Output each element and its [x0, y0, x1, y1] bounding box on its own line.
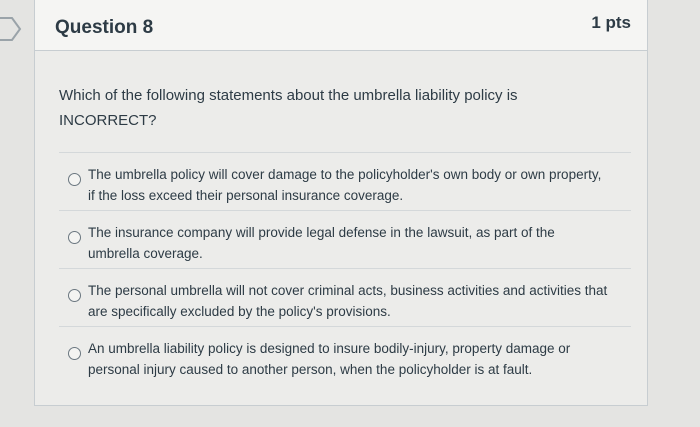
radio-button[interactable] [68, 173, 81, 186]
question-points: 1 pts [591, 13, 631, 32]
answer-label[interactable]: The insurance company will provide legal defense in the lawsuit, as part of the umbrella coverage. [88, 225, 555, 261]
answer-label[interactable]: The umbrella policy will cover damage to the policyholder's own body or own property, if the loss exceed their personal insurance coverage. [88, 167, 602, 203]
radio-button[interactable] [68, 231, 81, 244]
answer-list [59, 152, 631, 384]
radio-button[interactable] [68, 347, 81, 360]
answer-label[interactable]: An umbrella liability policy is designed to insure bodily-injury, property damage or personal injury caused to another person, when the policyholder is at fault. [88, 341, 571, 377]
answer-option-1[interactable] [59, 153, 631, 210]
question-text: Which of the following statements about the umbrella liability policy is INCORRECT? [59, 87, 518, 129]
answer-option-3[interactable] [59, 269, 631, 326]
question-card [34, 0, 648, 406]
radio-button[interactable] [68, 289, 81, 302]
answer-label[interactable]: The personal umbrella will not cover criminal acts, business activities and activities that are specifically excluded by the policy's provisions. [88, 283, 608, 319]
answer-option-4[interactable] [59, 327, 631, 384]
answer-option-2[interactable] [59, 211, 631, 268]
flag-question-icon[interactable] [0, 14, 22, 44]
question-header [35, 0, 647, 51]
question-title: Question 8 [55, 17, 154, 38]
